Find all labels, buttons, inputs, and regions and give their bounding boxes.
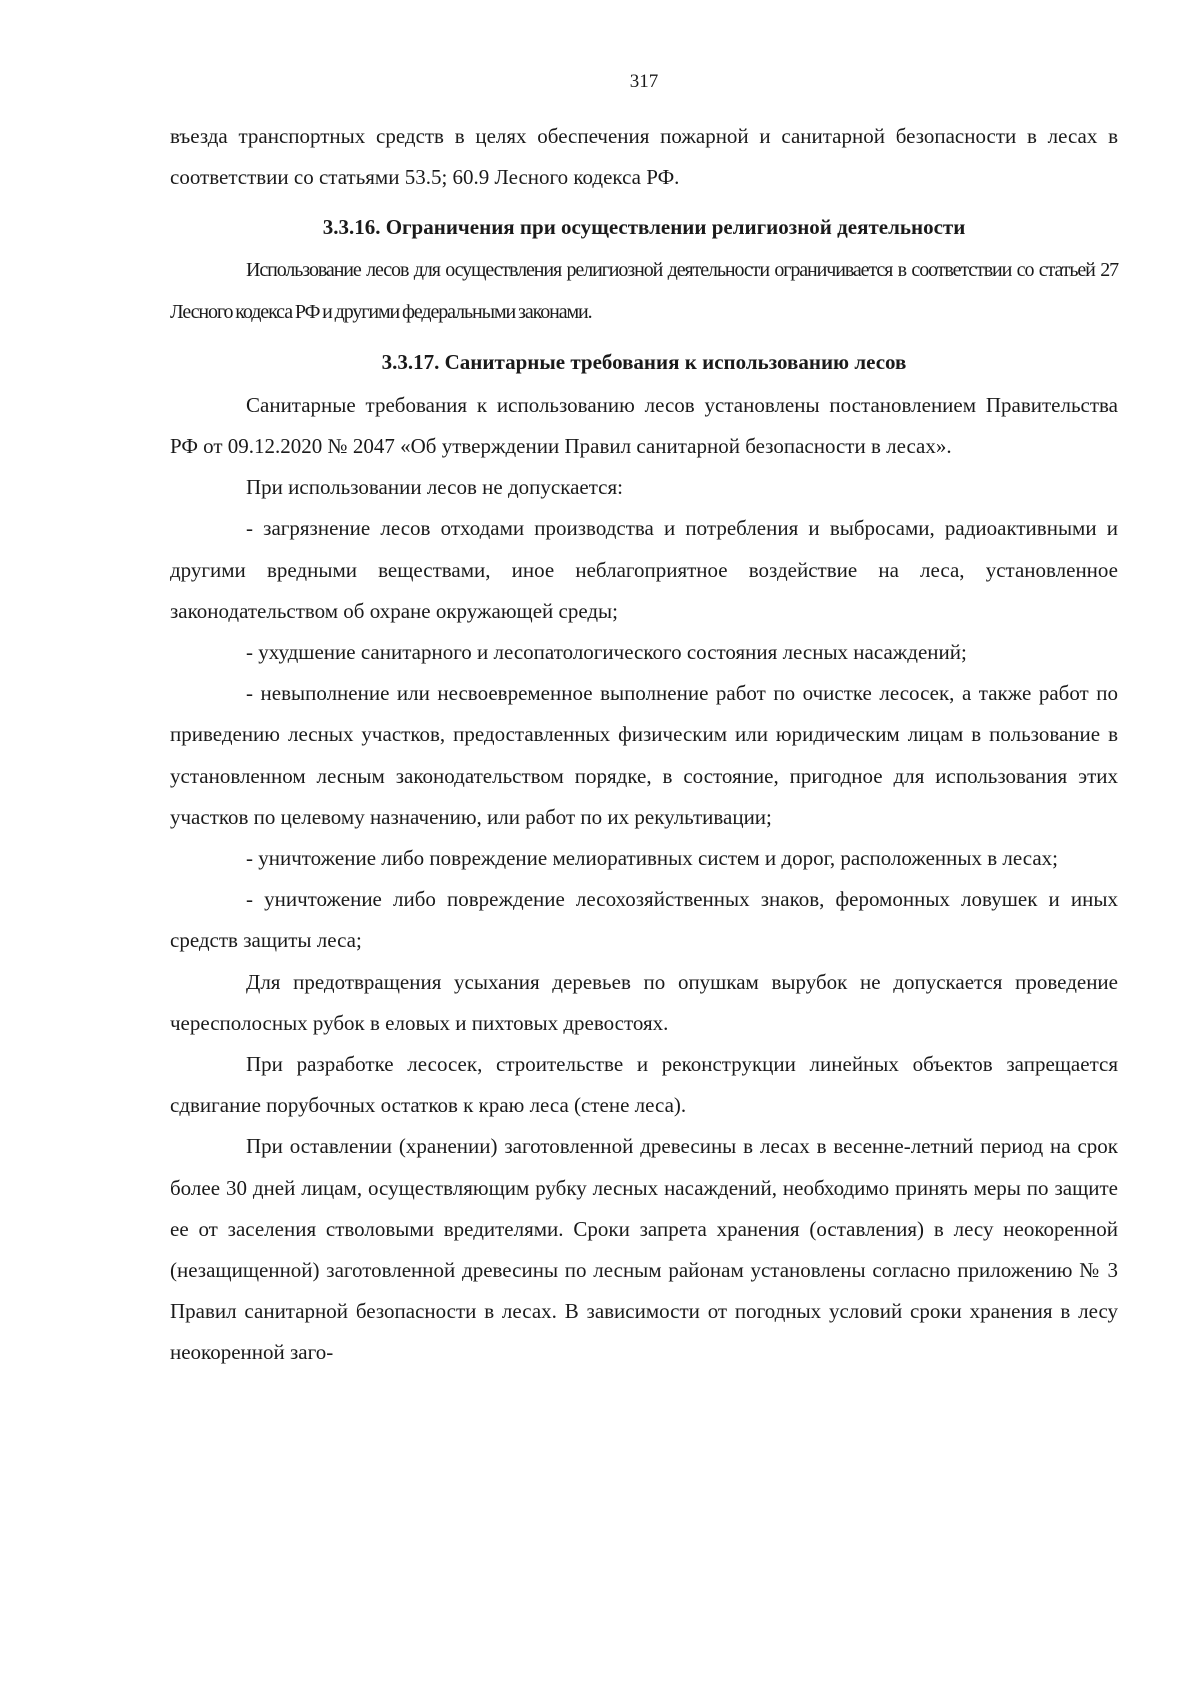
section-heading-3-3-17: 3.3.17. Санитарные требования к использованию лесов — [381, 349, 907, 374]
paragraph-slash-pushing: При разработке лесосек, строительстве и реконструкции линейных объектов запрещается сдвигание порубочных остатков к краю леса (стене леса). — [170, 1052, 1118, 1118]
list-item-melioration-damage: - уничтожение либо повреждение мелиоративных систем и дорог, расположенных в лесах; — [246, 846, 1058, 871]
paragraph-sanitary-requirements: Санитарные требования к использованию лесов установлены постановлением Правительства РФ от 09.12.2020 № 2047 «Об утверждении Правил санитарной безопасности в лесах». — [170, 392, 1118, 459]
page-number: 317 — [629, 71, 659, 92]
document-body — [170, 116, 1118, 1374]
paragraph-continuation: въезда транспортных средств в целях обеспечения пожарной и санитарной безопасности в лесах в соответствии со статьями 53.5; 60.9 Лесного кодекса РФ. — [170, 124, 1118, 190]
paragraph-religious-activity: Использование лесов для осуществления религиозной деятельности ограничивается в соответствии со статьей 27 Лесного кодекса РФ и другими федеральными законами. — [170, 259, 1118, 323]
list-item-signs-damage: - уничтожение либо повреждение лесохозяйственных знаков, феромонных ловушек и иных средств защиты леса; — [170, 887, 1118, 953]
section-heading-3-3-16: 3.3.16. Ограничения при осуществлении религиозной деятельности — [322, 215, 966, 240]
list-item-cleaning-failure: - невыполнение или несвоевременное выполнение работ по очистке лесосек, а также работ по приведению лесных участков, предоставленных физическим или юридическим лицам в пользование в установленном лесным законодательством порядке, в состояние, пригодное для использования этих участков по целевому назначению, или работ по их рекультивации; — [170, 681, 1118, 829]
list-item-deterioration: - ухудшение санитарного и лесопатологического состояния лесных насаждений; — [246, 640, 967, 665]
paragraph-strip-felling: Для предотвращения усыхания деревьев по опушкам вырубок не допускается проведение чересполосных рубок в еловых и пихтовых древостоях. — [170, 969, 1118, 1035]
document-page — [170, 0, 1118, 1696]
list-item-pollution: - загрязнение лесов отходами производства и потребления и выбросами, радиоактивными и другими вредными веществами, иное неблагоприятное воздействие на леса, установленное законодательством об охране окружающей среды; — [170, 516, 1118, 623]
paragraph-timber-storage: При оставлении (хранении) заготовленной древесины в лесах в весенне-летний период на срок более 30 дней лицам, осуществляющим рубку лесных насаждений, необходимо принять меры по защите ее от заселения стволовыми вредителями. Сроки запрета хранения (оставления) в лесу неокоренной (незащищенной) заготовленной древесины по лесным районам установлены согласно приложению № 3 Правил санитарной безопасности в лесах. В зависимости от погодных условий сроки хранения в лесу неокоренной заго- — [170, 1134, 1118, 1365]
paragraph-not-allowed-intro: При использовании лесов не допускается: — [246, 475, 623, 500]
